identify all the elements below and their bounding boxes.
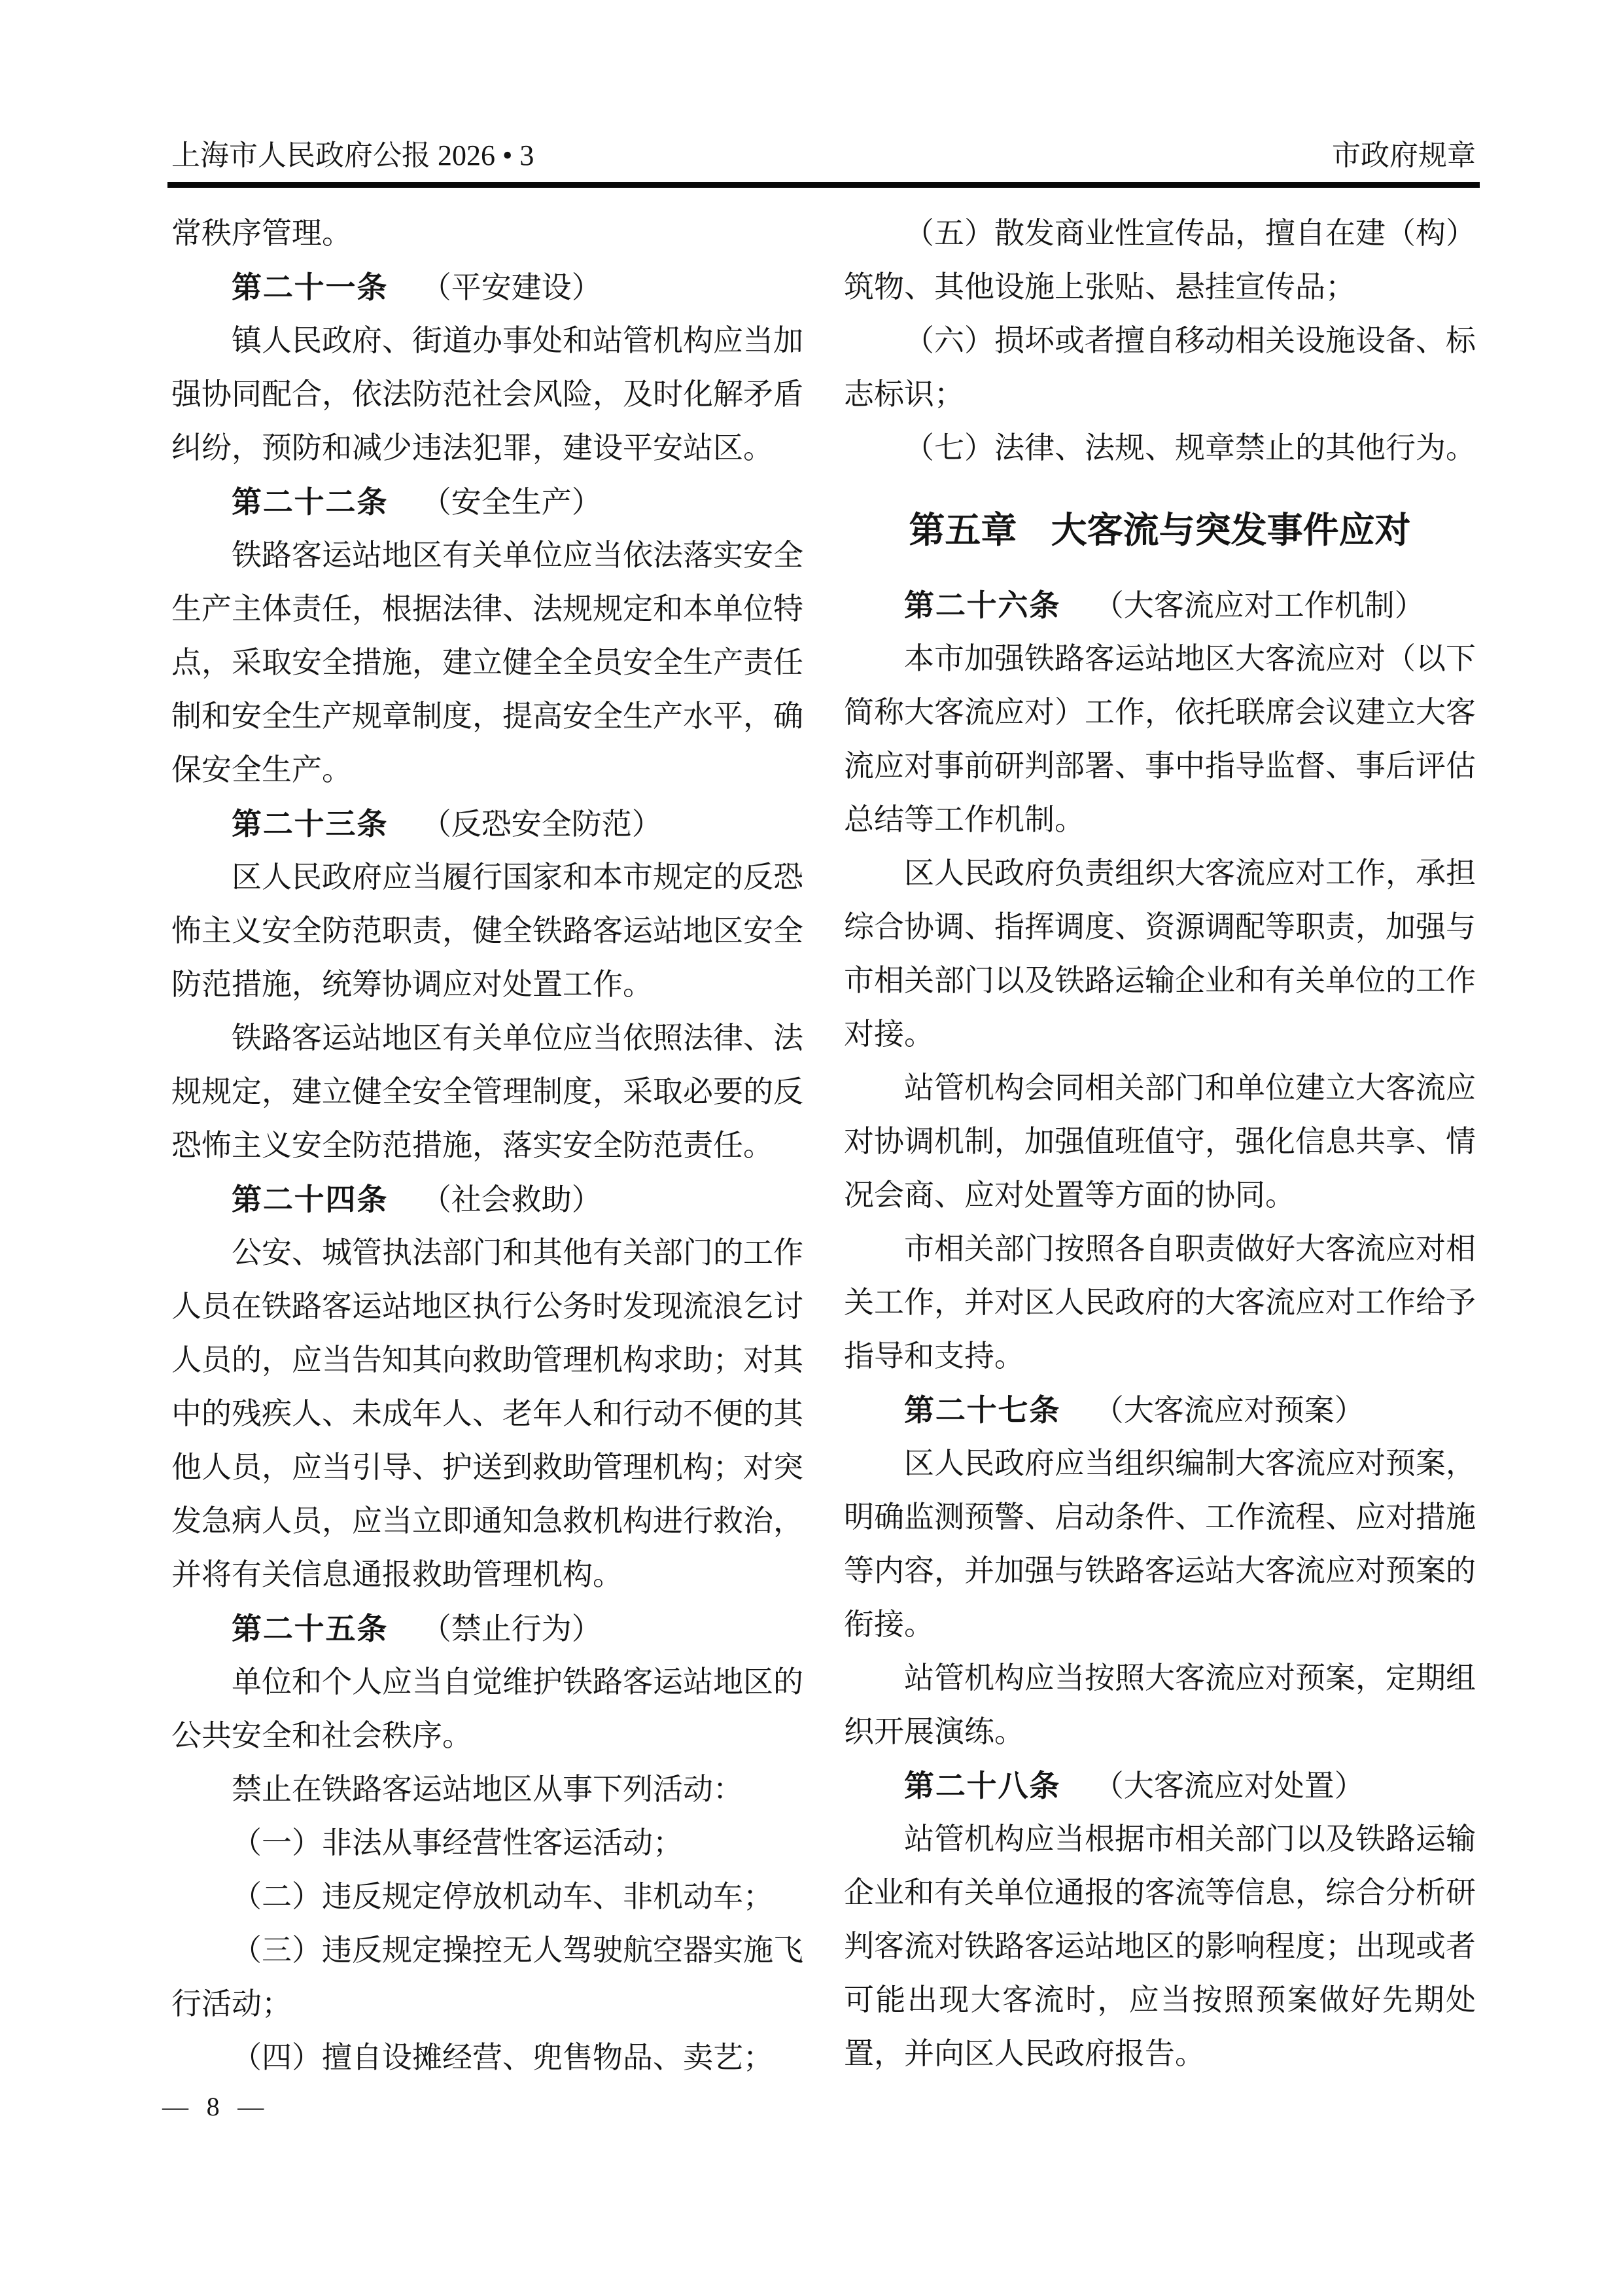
article-title: （社会救助） — [421, 1183, 602, 1216]
gazette-title: 上海市人民政府公报 2026 • 3 — [171, 139, 534, 171]
chapter-title: 大客流与突发事件应对 — [1051, 510, 1411, 550]
text-line: 保安全生产。 — [171, 753, 352, 786]
text-line: （一）非法从事经营性客运活动； — [232, 1826, 683, 1860]
article-heading-line — [171, 260, 803, 314]
text-line: 指导和支持。 — [844, 1339, 1024, 1373]
page-number: — 8 — — [162, 2092, 270, 2121]
running-head — [171, 136, 1476, 175]
text-line: 站管机构会同相关部门和单位建立大客流应 — [904, 1071, 1476, 1104]
text-line: 企业和有关单位通报的客流等信息，综合分析研 — [844, 1876, 1476, 1909]
text-line: 他人员，应当引导、护送到救助管理机构；对突 — [171, 1451, 803, 1484]
text-line: 综合协调、指挥调度、资源调配等职责，加强与 — [844, 910, 1476, 944]
article-heading-line — [844, 1759, 1476, 1812]
article-number: 第二十六条 — [904, 588, 1061, 622]
text-line: 纠纷，预防和减少违法犯罪，建设平安站区。 — [171, 431, 773, 465]
article-title: （反恐安全防范） — [421, 807, 662, 841]
text-line: （二）违反规定停放机动车、非机动车； — [232, 1880, 773, 1913]
text-line: 市相关部门以及铁路运输企业和有关单位的工作 — [844, 964, 1476, 997]
text-line: 对协调机制，加强值班值守，强化信息共享、情 — [844, 1125, 1476, 1158]
text-line: 禁止在铁路客运站地区从事下列活动： — [232, 1773, 743, 1806]
article-title: （禁止行为） — [421, 1612, 602, 1646]
article-number: 第二十三条 — [232, 807, 389, 841]
article-number: 第二十七条 — [904, 1393, 1061, 1427]
text-line: 单位和个人应当自觉维护铁路客运站地区的 — [232, 1665, 803, 1699]
text-line: （七）法律、法规、规章禁止的其他行为。 — [904, 431, 1476, 465]
text-line: 等内容，并加强与铁路客运站大客流应对预案的 — [844, 1554, 1476, 1587]
text-line: 生产主体责任，根据法律、法规规定和本单位特 — [171, 592, 803, 626]
text-line: 可能出现大客流时，应当按照预案做好先期处 — [844, 1983, 1476, 2017]
article-number: 第二十五条 — [232, 1612, 389, 1646]
header-rule — [167, 182, 1480, 188]
article-title: （大客流应对预案） — [1093, 1394, 1365, 1427]
text-line: 镇人民政府、街道办事处和站管机构应当加 — [232, 324, 803, 357]
text-line: 织开展演练。 — [844, 1715, 1024, 1748]
text-line: 恐怖主义安全防范措施，落实安全防范责任。 — [171, 1129, 773, 1162]
text-line: 站管机构应当按照大客流应对预案，定期组 — [904, 1661, 1476, 1695]
article-heading-line — [171, 475, 803, 529]
text-line: 铁路客运站地区有关单位应当依法落实安全 — [232, 539, 803, 572]
article-title: （安全生产） — [421, 486, 602, 519]
left-column — [171, 207, 803, 2085]
article-number: 第二十一条 — [232, 270, 389, 304]
right-column — [844, 207, 1476, 2081]
text-line: 关工作，并对区人民政府的大客流应对工作给予 — [844, 1286, 1476, 1319]
article-number: 第二十八条 — [904, 1769, 1061, 1803]
text-line: （三）违反规定操控无人驾驶航空器实施飞 — [232, 1934, 803, 1967]
article-heading-line — [171, 1602, 803, 1655]
article-heading-line — [171, 797, 803, 851]
text-line: 怖主义安全防范职责，健全铁路客运站地区安全 — [171, 914, 803, 947]
chapter-heading — [844, 475, 1476, 578]
text-line: 市相关部门按照各自职责做好大客流应对相 — [904, 1232, 1476, 1265]
text-line: 人员的，应当告知其向救助管理机构求助；对其 — [171, 1343, 803, 1377]
text-line: 置，并向区人民政府报告。 — [844, 2037, 1205, 2070]
article-heading-line — [171, 1173, 803, 1226]
text-line: 区人民政府负责组织大客流应对工作，承担 — [904, 857, 1476, 890]
text-line: 人员在铁路客运站地区执行公务时发现流浪乞讨 — [171, 1290, 803, 1323]
text-line: 常秩序管理。 — [171, 217, 352, 250]
article-title: （大客流应对工作机制） — [1093, 589, 1425, 622]
text-line: 区人民政府应当组织编制大客流应对预案， — [904, 1447, 1476, 1480]
text-line: 流应对事前研判部署、事中指导监督、事后评估 — [844, 749, 1476, 783]
text-line: 制和安全生产规章制度，提高安全生产水平，确 — [171, 699, 803, 733]
text-line: 中的残疾人、未成年人、老年人和行动不便的其 — [171, 1397, 803, 1430]
text-line: （四）擅自设摊经营、兜售物品、卖艺； — [232, 2041, 773, 2074]
text-line: 筑物、其他设施上张贴、悬挂宣传品； — [844, 270, 1355, 304]
section-label: 市政府规章 — [1332, 139, 1476, 171]
article-number: 第二十四条 — [232, 1182, 389, 1216]
text-line: （六）损坏或者擅自移动相关设施设备、标 — [904, 324, 1476, 357]
text-line: 站管机构应当根据市相关部门以及铁路运输 — [904, 1822, 1476, 1856]
text-line: 志标识； — [844, 378, 964, 411]
text-line: 简称大客流应对）工作，依托联席会议建立大客 — [844, 696, 1476, 729]
article-number: 第二十二条 — [232, 485, 389, 519]
text-line: 行活动； — [171, 1987, 292, 2021]
text-line: 并将有关信息通报救助管理机构。 — [171, 1558, 623, 1591]
text-line: 防范措施，统筹协调应对处置工作。 — [171, 968, 653, 1001]
article-heading-line — [844, 578, 1476, 632]
article-title: （平安建设） — [421, 271, 602, 304]
article-heading-line — [844, 1383, 1476, 1437]
chapter-number: 第五章 — [909, 510, 1017, 550]
text-line: 区人民政府应当履行国家和本市规定的反恐 — [232, 860, 803, 894]
text-line: 点，采取安全措施，建立健全全员安全生产责任 — [171, 646, 803, 679]
text-line: 公共安全和社会秩序。 — [171, 1719, 472, 1752]
text-line: （五）散发商业性宣传品，擅自在建（构） — [904, 217, 1476, 250]
text-line: 本市加强铁路客运站地区大客流应对（以下 — [904, 642, 1476, 675]
text-line: 发急病人员，应当立即通知急救机构进行救治， — [171, 1504, 803, 1538]
text-line: 判客流对铁路客运站地区的影响程度；出现或者 — [844, 1930, 1476, 1963]
text-line: 总结等工作机制。 — [844, 803, 1085, 836]
text-line: 况会商、应对处置等方面的协同。 — [844, 1178, 1295, 1212]
text-line: 对接。 — [844, 1017, 934, 1051]
text-line: 衔接。 — [844, 1608, 934, 1641]
text-line: 明确监测预警、启动条件、工作流程、应对措施 — [844, 1500, 1476, 1534]
text-line: 强协同配合，依法防范社会风险，及时化解矛盾 — [171, 378, 803, 411]
text-line: 规规定，建立健全安全管理制度，采取必要的反 — [171, 1075, 803, 1108]
text-line: 铁路客运站地区有关单位应当依照法律、法 — [232, 1021, 803, 1055]
text-line: 公安、城管执法部门和其他有关部门的工作 — [232, 1236, 803, 1269]
article-title: （大客流应对处置） — [1093, 1769, 1365, 1803]
